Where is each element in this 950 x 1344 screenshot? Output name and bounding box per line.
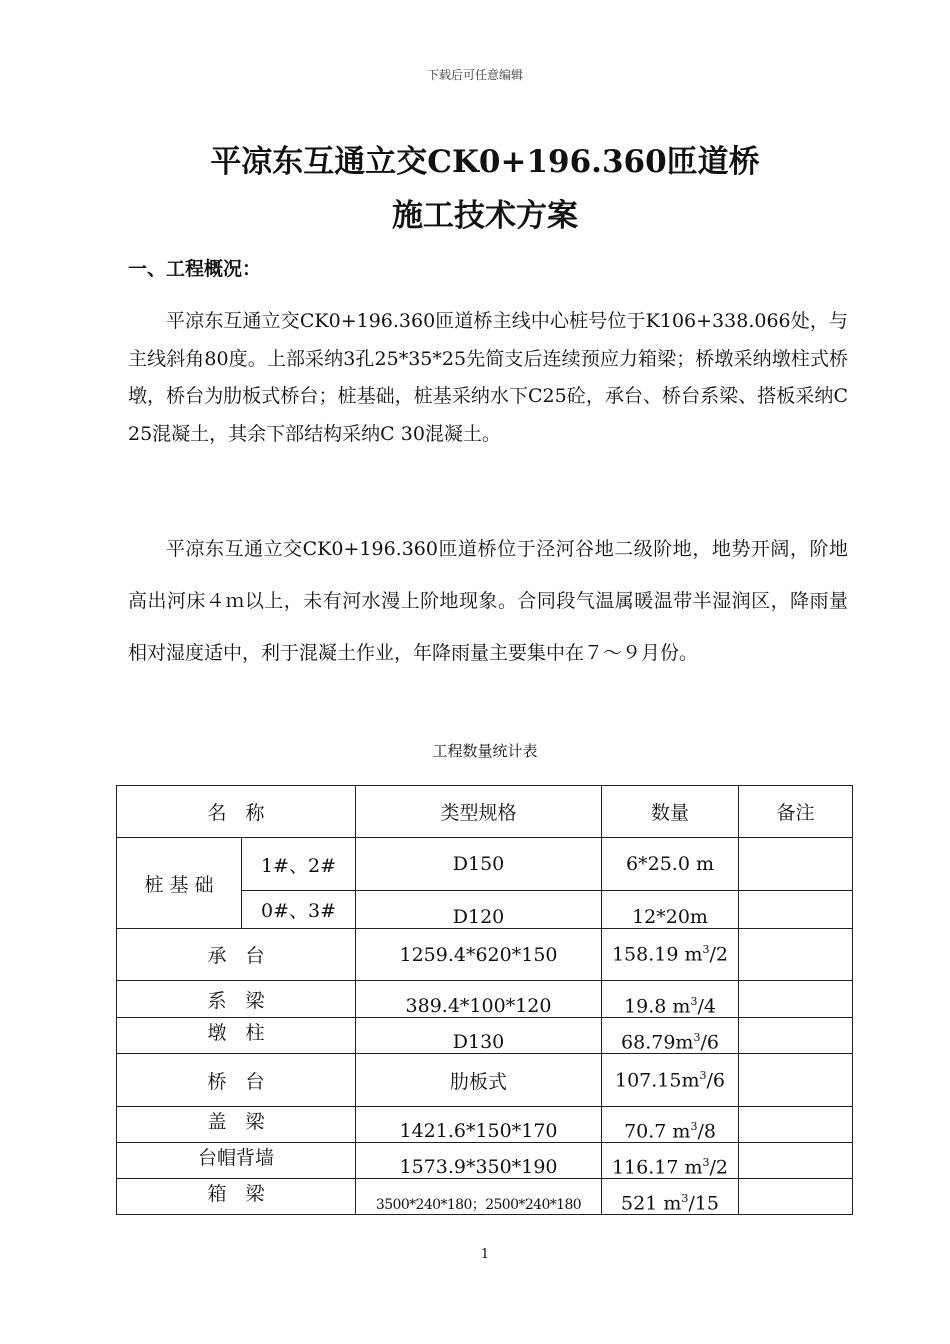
cell-qty (602, 1179, 739, 1215)
qty-value: 68.79m (621, 1031, 694, 1053)
qty-count: /8 (697, 1120, 716, 1142)
table-row (117, 838, 853, 891)
qty-value: 116.17 m (611, 1156, 703, 1178)
cell-qty (602, 1143, 739, 1179)
cell-name: 墩 柱 (117, 1018, 356, 1054)
cell-name: 箱 梁 (117, 1179, 356, 1215)
cell-spec: D120 (356, 891, 602, 929)
document-title-line1: 平凉东互通立交CK0+196.360匝道桥 (210, 144, 760, 180)
cell-name: 桥 台 (117, 1054, 356, 1107)
cell-qty (602, 1107, 739, 1143)
qty-count: /6 (706, 1069, 725, 1092)
qty-count: /2 (709, 943, 729, 966)
table-row (117, 1179, 853, 1215)
header-name: 名 称 (117, 786, 356, 838)
qty-value: 70.7 m (624, 1120, 691, 1142)
cell-note (739, 1054, 853, 1107)
cell-spec: 389.4*100*120 (356, 981, 602, 1018)
section-heading: 一、工程概况： (128, 258, 262, 280)
cell-spec: 3500*240*180；2500*240*180 (356, 1179, 602, 1215)
qty-value: 521 m (621, 1192, 682, 1214)
cell-name: 盖 梁 (117, 1107, 356, 1143)
quantity-table (116, 785, 853, 1215)
header-spec: 类型规格 (356, 786, 602, 838)
cell-note (739, 981, 853, 1018)
qty-exponent: 3 (681, 1191, 689, 1205)
cell-qty (602, 981, 739, 1018)
table-row (117, 981, 853, 1018)
header-note: 备注 (739, 786, 853, 838)
table-row (117, 1054, 853, 1107)
table-row (117, 1107, 853, 1143)
cell-note (739, 1018, 853, 1054)
cell-note (739, 838, 853, 891)
cell-qty: 12*20m (602, 891, 739, 929)
cell-spec: 肋板式 (356, 1054, 602, 1107)
cell-note (739, 929, 853, 981)
table-header-row (117, 786, 853, 838)
paragraph-overview: 平凉东互通立交CK0+196.360匝道桥主线中心桩号位于K106+338.066处，与主线斜角80度。上部采纳3孔25*35*25先简支后连续预应力箱梁；桥墩采纳墩柱式桥墩，桥台为肋板式桥台；桩基础，桩基采纳水下C25砼，承台、桥台系梁、搭板采纳C 25混凝土，其余下部结构采纳C 30混凝土。 (128, 310, 848, 445)
cell-spec: D130 (356, 1018, 602, 1054)
cell-note (739, 891, 853, 929)
pile-sub-label: 0#、3# (242, 891, 356, 929)
cell-spec: D150 (356, 838, 602, 891)
cell-spec: 1573.9*350*190 (356, 1143, 602, 1179)
cell-qty (602, 1054, 739, 1107)
table-row (117, 1143, 853, 1179)
qty-count: /15 (688, 1192, 719, 1214)
cell-spec: 1421.6*150*170 (356, 1107, 602, 1143)
qty-count: /2 (709, 1156, 729, 1178)
table-row (117, 1018, 853, 1054)
cell-name: 系 梁 (117, 981, 356, 1018)
document-title-line2: 施工技术方案 (392, 198, 578, 234)
cell-note (739, 1179, 853, 1215)
table-row (117, 929, 853, 981)
cell-name: 承 台 (117, 929, 356, 981)
cell-qty: 6*25.0 m (602, 838, 739, 891)
qty-value: 158.19 m (611, 943, 703, 966)
pile-group-label: 桩 基 础 (117, 838, 242, 929)
table-caption: 工程数量统计表 (432, 742, 538, 760)
page-number: 1 (480, 1247, 490, 1262)
cell-note (739, 1107, 853, 1143)
qty-value: 19.8 m (624, 995, 691, 1017)
cell-spec: 1259.4*620*150 (356, 929, 602, 981)
qty-count: /4 (697, 995, 716, 1017)
header-note: 下载后可任意编辑 (426, 68, 523, 82)
qty-exponent: 3 (690, 994, 698, 1008)
cell-qty (602, 1018, 739, 1054)
header-qty: 数量 (602, 786, 739, 838)
cell-name: 台帽背墙 (117, 1143, 356, 1179)
qty-exponent: 3 (693, 1030, 701, 1044)
cell-qty (602, 929, 739, 981)
paragraph-site-conditions: 平凉东互通立交CK0+196.360匝道桥位于泾河谷地二级阶地，地势开阔，阶地高出河床４ｍ以上，未有河水漫上阶地现象。合同段气温属暖温带半湿润区，降雨量相对湿度适中，利于混凝土作业，年降雨量主要集中在７～９月份。 (128, 538, 848, 664)
qty-exponent: 3 (690, 1119, 698, 1133)
qty-value: 107.15m (615, 1069, 700, 1092)
qty-count: /6 (700, 1031, 719, 1053)
cell-note (739, 1143, 853, 1179)
qty-exponent: 3 (702, 1155, 710, 1169)
qty-exponent: 3 (699, 1068, 707, 1082)
qty-exponent: 3 (702, 943, 710, 957)
pile-sub-label: 1#、2# (242, 838, 356, 891)
